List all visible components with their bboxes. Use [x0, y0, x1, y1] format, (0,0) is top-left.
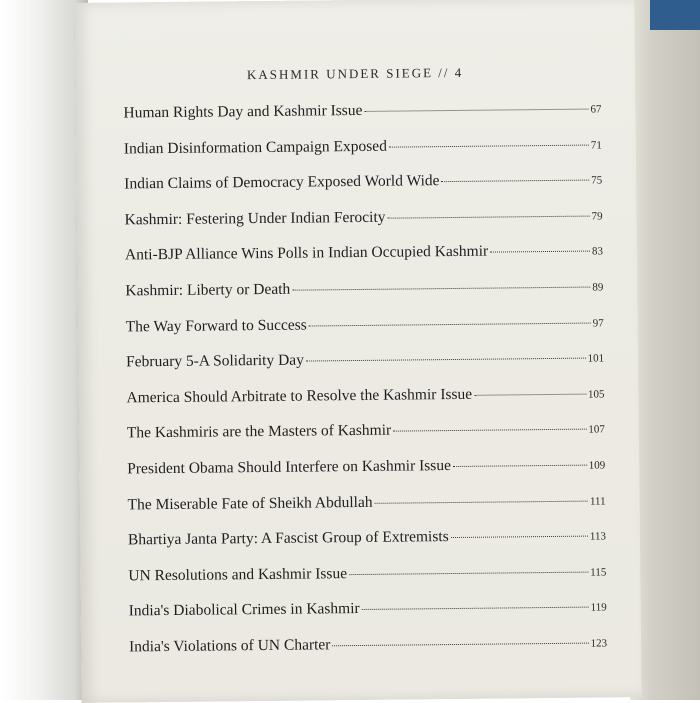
- dot-leader: [364, 109, 588, 112]
- dot-leader: [309, 322, 591, 326]
- toc-entry: [124, 171, 602, 212]
- toc-entry: [126, 384, 604, 425]
- dot-leader: [375, 500, 588, 503]
- running-header: KASHMIR UNDER SIEGE // 4: [246, 64, 464, 83]
- toc-entry-title: February 5-A Solidarity Day: [126, 351, 304, 371]
- toc-entry-page-number: 89: [592, 281, 604, 294]
- toc-entry: [126, 313, 604, 354]
- toc-entry: [129, 633, 607, 674]
- toc-entry-title: The Kashmiris are the Masters of Kashmir: [126, 422, 392, 442]
- toc-entry: [128, 527, 606, 568]
- background-blue-object: [650, 0, 700, 30]
- toc-entry-title: America Should Arbitrate to Resolve the Kashmir Issue: [126, 385, 473, 407]
- dot-leader: [451, 536, 588, 538]
- dot-leader: [332, 643, 588, 647]
- toc-entry-title: Bhartiya Janta Party: A Fascist Group of Extremists: [127, 528, 449, 549]
- toc-entry-page-number: 115: [590, 566, 607, 579]
- toc-entry: [125, 277, 603, 318]
- toc-entry: [126, 349, 604, 390]
- toc-entry: [129, 598, 607, 639]
- dot-leader: [441, 180, 589, 183]
- toc-entry: [125, 242, 603, 283]
- toc-entry: [123, 99, 601, 140]
- table-of-contents: [123, 99, 607, 673]
- dot-leader: [349, 571, 588, 575]
- dot-leader: [453, 465, 587, 467]
- toc-entry: [127, 455, 605, 496]
- toc-entry-title: The Miserable Fate of Sheikh Abdullah: [127, 493, 373, 513]
- dot-leader: [474, 393, 586, 395]
- dot-leader: [306, 358, 586, 362]
- dot-leader: [393, 429, 586, 432]
- toc-entry-title: Anti-BJP Alliance Wins Polls in Indian Occupied Kashmir: [124, 243, 489, 264]
- toc-entry-title: President Obama Should Interfere on Kashmir Issue: [127, 456, 452, 478]
- book-page: [74, 0, 641, 703]
- toc-entry-page-number: 75: [591, 174, 603, 187]
- dot-leader: [389, 144, 589, 147]
- dot-leader: [292, 287, 590, 291]
- toc-entry-page-number: 83: [591, 245, 604, 258]
- toc-entry-title: Kashmir: Festering Under Indian Ferocity: [124, 208, 386, 229]
- toc-entry: [128, 491, 606, 532]
- toc-entry-page-number: 113: [589, 530, 607, 543]
- toc-entry-page-number: 123: [590, 637, 608, 650]
- toc-entry-title: The Way Forward to Success: [125, 316, 307, 335]
- toc-entry: [125, 206, 603, 247]
- toc-entry-title: Kashmir: Liberty or Death: [125, 280, 291, 300]
- dot-leader: [490, 251, 590, 253]
- toc-entry: [124, 135, 602, 176]
- toc-entry-page-number: 79: [591, 210, 603, 223]
- toc-entry-title: India's Violations of UN Charter: [129, 636, 331, 656]
- toc-entry-page-number: 107: [588, 423, 605, 436]
- toc-entry: [127, 420, 605, 461]
- toc-entry-title: UN Resolutions and Kashmir Issue: [128, 564, 348, 585]
- toc-entry-page-number: 109: [588, 459, 606, 472]
- toc-entry-title: Indian Claims of Democracy Exposed World Wide: [124, 172, 440, 193]
- toc-entry-title: Human Rights Day and Kashmir Issue: [123, 101, 363, 122]
- toc-entry-page-number: 67: [590, 103, 602, 116]
- toc-entry-title: India's Diabolical Crimes in Kashmir: [128, 600, 360, 620]
- toc-entry-page-number: 105: [587, 388, 605, 401]
- toc-entry-page-number: 119: [590, 601, 607, 614]
- toc-entry-page-number: 71: [590, 139, 602, 152]
- dot-leader: [387, 215, 589, 218]
- toc-entry-page-number: 97: [592, 316, 604, 330]
- dot-leader: [362, 607, 589, 610]
- toc-entry-title: Indian Disinformation Campaign Exposed: [123, 137, 387, 158]
- toc-entry-page-number: 111: [589, 494, 606, 508]
- toc-entry: [128, 562, 606, 603]
- toc-entry-page-number: 101: [587, 352, 605, 365]
